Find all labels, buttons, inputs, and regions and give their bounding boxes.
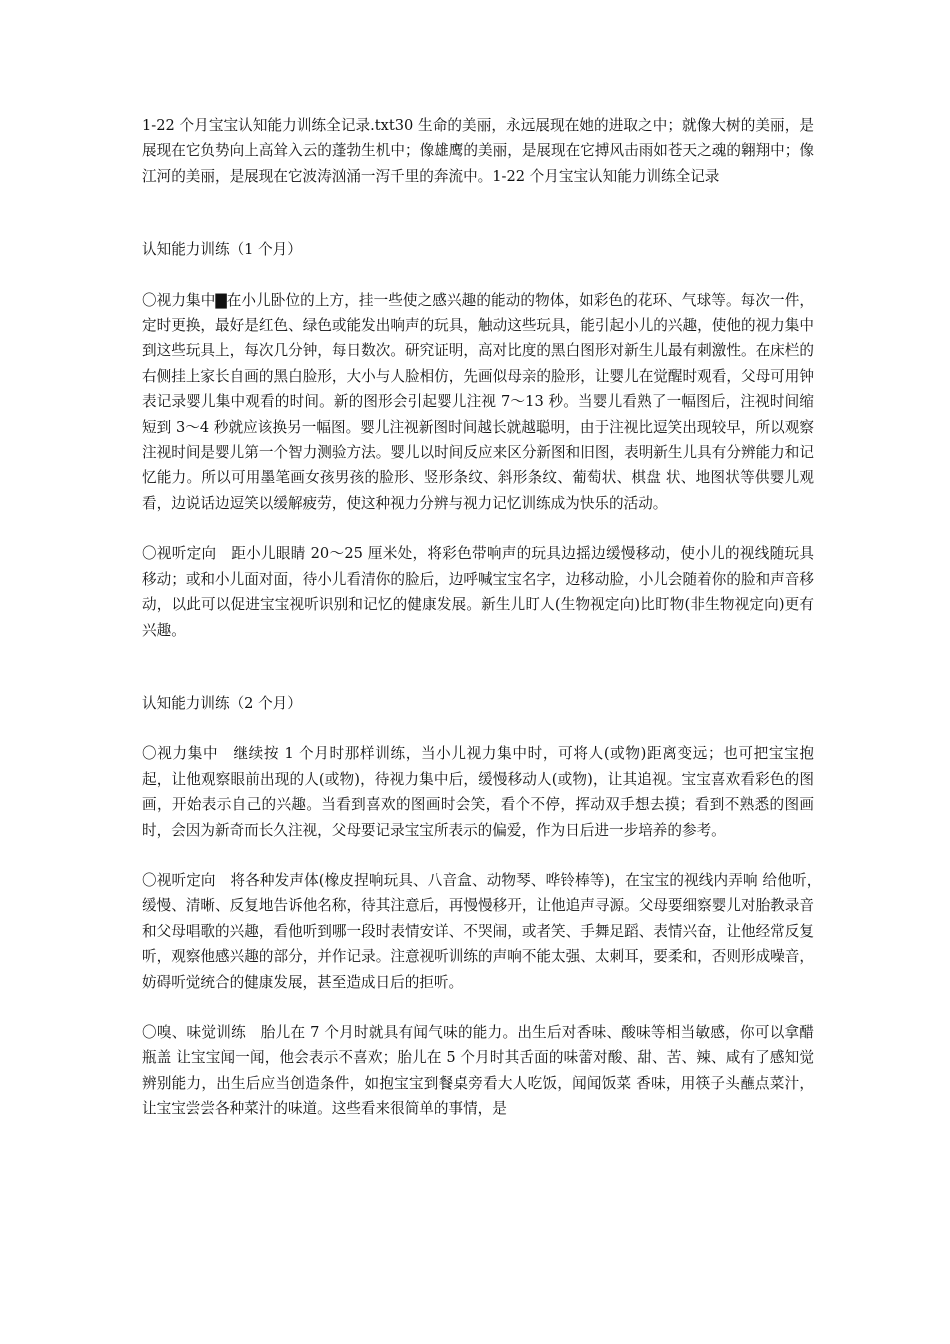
paragraph-visual-focus-1: 〇视力集中▇在小儿卧位的上方，挂一些使之感兴趣的能动的物体，如彩色的花环、气球等。每次一件，定时更换，最好是红色、绿色或能发出响声的玩具，触动这些玩具，能引起小儿的兴趣，使他的视力集中到这些玩具上，每次几分钟，每日数次。研究证明，高对比度的黑白图形对新生儿最有刺激性。在床栏的右侧挂上家长自画的黑白脸形，大小与人脸相仿，先画似母亲的脸形，让婴儿在觉醒时观看，父母可用钟表记录婴儿集中观看的时间。新的图形会引起婴儿注视 7～13 秒。当婴儿看熟了一幅图后，注视时间缩短到 3～4 秒就应该换另一幅图。婴儿注视新图时间越长就越聪明，由于注视比逗笑出现较早，所以观察注视时间是婴儿第一个智力测验方法。婴儿以时间反应来区分新图和旧图，表明新生儿具有分辨能力和记忆能力。所以可用墨笔画女孩男孩的脸形、竖形条纹、斜形条纹、葡萄状、棋盘 状、地图状等供婴儿观看，边说话边逗笑以缓解疲劳，使这种视力分辨与视力记忆训练成为快乐的活动。 [142,291,814,512]
section-heading-2-month: 认知能力训练（2 个月） [142,694,302,712]
spacer [142,843,814,868]
spacer [142,189,814,237]
spacer [142,516,814,541]
spacer [142,643,814,691]
spacer [142,716,814,741]
paragraph-audio-visual-1: 〇视听定向 距小儿眼睛 20～25 厘米处，将彩色带响声的玩具边摇边缓慢移动，使小儿的视线随玩具移动；或和小儿面对面，待小儿看清你的脸后，边呼喊宝宝名字，边移动脸，小儿会随着你的脸和声音移动，以此可以促进宝宝视听识别和记忆的健康发展。新生儿盯人(生物视定向)比盯物(非生物视定向)更有兴趣。 [142,545,814,639]
spacer [142,263,814,288]
document-page [142,113,829,1122]
intro-paragraph: 1-22 个月宝宝认知能力训练全记录.txt30 生命的美丽，永远展现在她的进取之中；就像大树的美丽，是展现在它负势向上高耸入云的蓬勃生机中；像雄鹰的美丽，是展现在它搏风击雨如苍天之魂的翱翔中；像江河的美丽，是展现在它波涛汹涌一泻千里的奔流中。1-22 个月宝宝认知能力训练全记录 [142,117,814,185]
paragraph-visual-focus-2: 〇视力集中 继续按 1 个月时那样训练，当小儿视力集中时，可将人(或物)距离变远；也可把宝宝抱起，让他观察眼前出现的人(或物)，待视力集中后，缓慢移动人(或物)，让其追视。宝宝喜欢看彩色的图画，开始表示自己的兴趣。当看到喜欢的图画时会笑，看个不停，挥动双手想去摸；看到不熟悉的图画时，会因为新奇而长久注视，父母要记录宝宝所表示的偏爱，作为日后进一步培养的参考。 [142,745,814,839]
section-heading-1-month: 认知能力训练（1 个月） [142,241,302,259]
spacer [142,995,814,1020]
paragraph-audio-visual-2: 〇视听定向 将各种发声体(橡皮捏响玩具、八音盒、动物琴、哗铃棒等)，在宝宝的视线内弄响 给他听， 缓慢、清晰、反复地告诉他名称，待其注意后，再慢慢移开，让他追声寻源。父母要细察婴儿对胎教录音和父母唱歌的兴趣，看他听到哪一段时表情安详、不哭闹，或者笑、手舞足蹈、表情兴奋，让他经常反复听，观察他感兴趣的部分，并作记录。注意视听训练的声响不能太强、太刺耳，要柔和，否则形成噪音，妨碍听觉统合的健康发展，甚至造成日后的拒听。 [142,871,829,991]
paragraph-smell-taste-2: 〇嗅、味觉训练 胎儿在 7 个月时就具有闻气味的能力。出生后对香味、酸味等相当敏感，你可以拿醋瓶盖 让宝宝闻一闻，他会表示不喜欢；胎儿在 5 个月时其舌面的味蕾对酸、甜、苦、辣、咸有了感知觉辨别能力，出生后应当创造条件，如抱宝宝到餐桌旁看大人吃饭，闻闻饭菜 香味，用筷子头蘸点菜汁，让宝宝尝尝各种菜汁的味道。这些看来很简单的事情，是 [142,1023,814,1118]
